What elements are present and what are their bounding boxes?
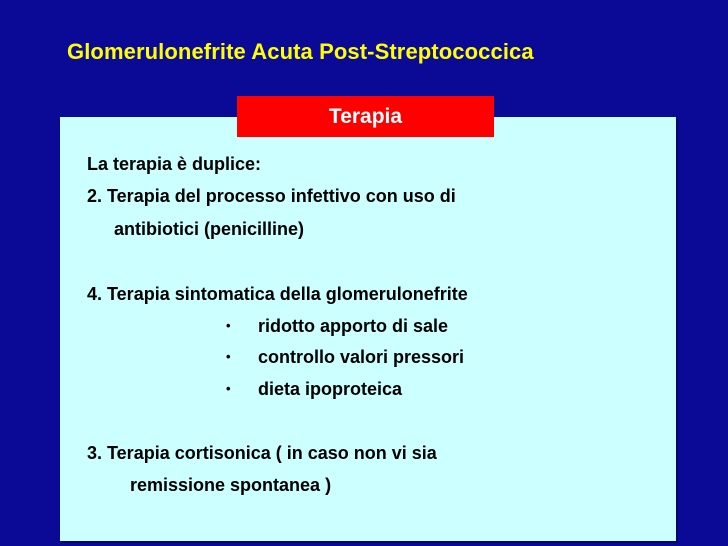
intro-text: La terapia è duplice: — [87, 154, 262, 174]
bullet-item: controllo valori pressori — [258, 347, 465, 367]
item-1-line-2: antibiotici (penicilline) — [114, 219, 305, 239]
bullet-icon: • — [226, 349, 231, 364]
slide-title: Glomerulonefrite Acuta Post-Streptococcica — [67, 39, 534, 64]
bullet-item: ridotto apporto di sale — [258, 316, 449, 336]
section-badge: Terapia — [237, 96, 494, 137]
bullet-icon: • — [226, 318, 231, 333]
item-3-line-2: remissione spontanea ) — [130, 475, 332, 495]
item-3-line-1: 3. Terapia cortisonica ( in caso non vi sia — [87, 443, 437, 463]
bullet-icon: • — [226, 381, 231, 396]
bullet-item: dieta ipoproteica — [258, 379, 403, 399]
item-2: 4. Terapia sintomatica della glomerulonefrite — [87, 284, 468, 304]
item-1-line-1: 2. Terapia del processo infettivo con uso di — [87, 186, 456, 206]
